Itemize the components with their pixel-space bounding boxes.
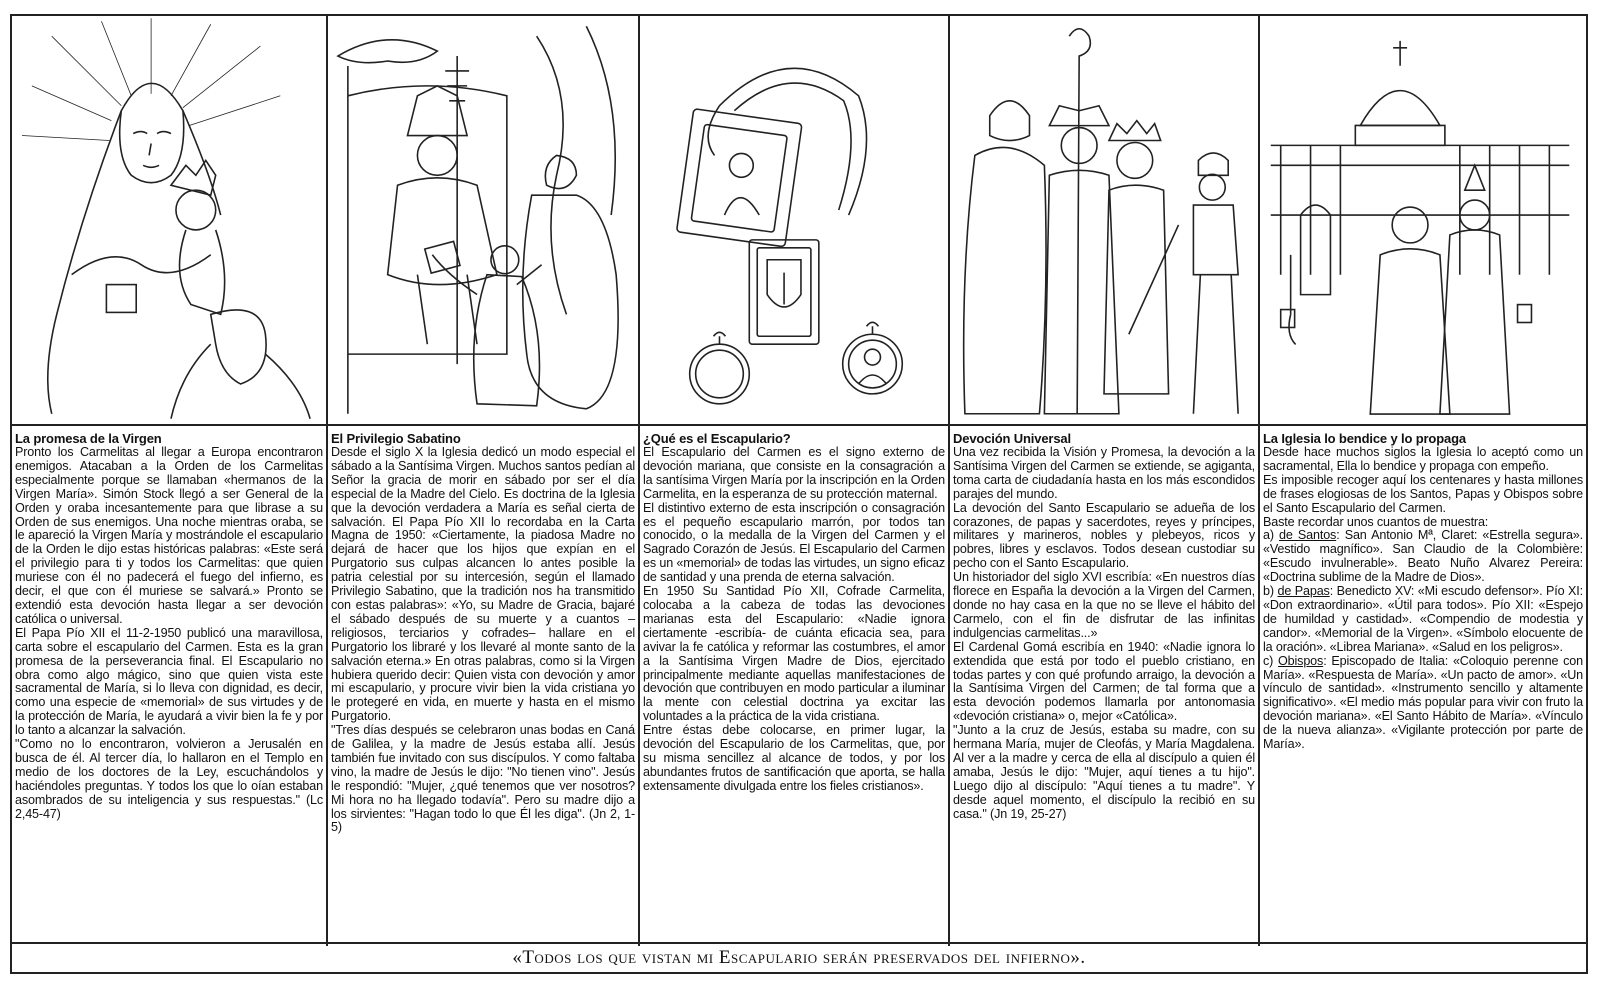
list-prefix: a) [1263,528,1280,543]
list-prefix: c) [1263,653,1279,668]
paragraph: "Como no lo encontraron, volvieron a Jerusalén en busca de él. Al tercer día, lo hallaron en el Templo en medio de los doctores de la Ley, escuchándolos y haciéndoles preguntas. Y todos los que lo oían estaban asombrados de su inteligencia y sus respuestas." (Lc 2,45-47) [15,737,323,821]
paragraph: Una vez recibida la Visión y Promesa, la devoción a la Santísima Virgen del Carmen se extiende, se agiganta, toma carta de ciudadanía hasta en los más escondidos parajes del mundo. [953,445,1255,501]
list-text: : Episcopado de Italia: «Coloquio perenne con María». «Respuesta de María». «Un pacto de amor». «Un vínculo de santidad». «Instrumento sencillo y altamente significativo». «El medio más popular para vivir con fruto la devoción mariana». «El Santo Hábito de María». «Vínculo de la nueva alianza». «Vigilante protección por parte de María». [1263,653,1583,752]
paragraph: El Papa Pío XII el 11-2-1950 publicó una maravillosa, carta sobre el escapulario del Carmen. Esta es la gran promesa de la perseverancia final. El Escapulario no obra como algo mágico, sino que quien vista este sacramental de María, si lo lleva con dignidad, es decir, como una especie de «memorial» de sus virtudes y de la protección de María, le ayudará a vivir bien la fe y por lo tanto a alcanzar la salvación. [15,625,323,738]
paragraph: El Cardenal Gomá escribía en 1940: «Nadie ignora lo extendida que está por todo el pueblo cristiano, en todas partes y con qué profundo arraigo, la devoción a la Santísima Virgen del Carmen; de tal forma que a esta devoción podemos llamarla por antonomasia «devoción cristiana» o, mejor «Católica». [953,639,1255,724]
list-label: Obispos [1278,653,1324,668]
section-title: La Iglesia lo bendice y lo propaga [1263,431,1466,446]
paragraph: "Junto a la cruz de Jesús, estaba su madre, con su hermana María, mujer de Cleofás, y María Magdalena. Al ver a la madre y cerca de ella al discípulo a quien él amaba, Jesús le dijo: "Mujer, aquí tienes a tu hijo". Luego dijo al discípulo: "Aquí tienes a tu madre". Y desde aquel momento, el discípulo la recibió en su casa." (Jn 19, 25-27) [953,723,1255,821]
list-text: : Benedicto XV: «Mi escudo defensor». Pío XI: «Don extraordinario». «Útil para todos». Pío XII: «Espejo de humildad y castidad». «Compendio de modestia y candor». «Memorial de la Virgen». «Símbolo elocuente de la oración». «Librea Mariana». «Salud en los peligros». [1263,584,1583,654]
list-label: de Santos [1279,528,1337,543]
list-label: de Papas [1277,584,1330,599]
column-text [953,432,1255,821]
paragraph: Desde el siglo X la Iglesia dedicó un modo especial el sábado a la Santísima Virgen. Muchos santos pedían al Señor la gracia de morir en sábado por ser el día especial de la Madre del Cielo. Es doctrina de la Iglesia que la devoción verdadera a María es señal cierta de salvación. El Papa Pío XII lo recordaba en la Carta Magna de 1950: «Ciertamente, la piadosa Madre no dejará de hacer que los hijos que expían en el Purgatorio sus culpas alcancen lo antes posible la patria celestial por su intercesión, según el llamado Privilegio Sabatino, que la tradición nos ha transmitido con estas palabras»: «Yo, su Madre de Gracia, bajaré el sábado después de su muerte y a cuantos –religiosos, terciarios y cofrades– hallare en el Purgatorio los libraré y los llevaré al monte santo de la salvación eterna.» En otras palabras, como si la Virgen hubiera querido decir: Quien vista con devoción y amor mi escapulario, y procure vivir bien la vida cristiana yo le protegeré en vida, en muerte y hasta en el mismo Purgatorio. [331,445,635,724]
paragraph: El distintivo externo de esta inscripción o consagración es el pequeño escapulario marrón, por todos tan conocido, o la medalla de la Virgen del Carmen y el Sagrado Corazón de Jesús. El Escapulario del Carmen es un «memorial» de todas las virtudes, un signo eficaz de santidad y una prenda de eterna salvación. [643,500,945,585]
paragraph: Desde hace muchos siglos la Iglesia lo aceptó como un sacramental, Ella lo bendice y propaga con empeño. [1263,445,1583,473]
paragraph: En 1950 Su Santidad Pío XII, Cofrade Carmelita, colocaba a la cabeza de todas las devociones marianas esta del Escapulario: «Nadie ignora ciertamente -escribía- de cuánta eficacia sea, para avivar la fe católica y reformar las costumbres, el amor a la Santísima Virgen Madre de Dios, ejercitado principalmente mediante aquellas manifestaciones de devoción que contribuyen en modo particular a iluminar la mente con celestial doctrina ya excitar las voluntades a la práctica de la vida cristiana. [643,584,945,724]
section-title: El Privilegio Sabatino [331,431,461,446]
paragraph: Pronto los Carmelitas al llegar a Europa encontraron enemigos. Atacaban a la Orden de los Carmelitas especialmente porque se llamaban «hermanos de la Virgen María». Simón Stock llegó a ser General de la Orden y oraba incesantemente para que librase a su Orden de sus enemigos. Una noche mientras oraba, se le apareció la Virgen María y mostrándole el escapulario de la Orden le dijo estas históricas palabras: «Este será el privilegio para ti y todos los Carmelitas: que quien muriese con él no padecerá el fuego del infierno, es decir, el que con él muriese se salvará.» Pronto se extendió esta devoción hasta llegar a ser devoción católica o universal. [15,445,323,626]
column-escapulario [640,16,950,946]
column-text [15,432,323,821]
column-devocion [950,16,1260,946]
column-promesa [12,16,328,946]
paragraph: Entre éstas debe colocarse, en primer lugar, la devoción del Escapulario de los Carmelitas, que, por su misma sencillez al alcance de todos, y por los abundantes frutos de santificación que aporta, se halla extensamente divulgada entre los fieles cristianos». [643,723,945,793]
paragraph: "Tres días después se celebraron unas bodas en Caná de Galilea, y la madre de Jesús estaba allí. Jesús también fue invitado con sus discípulos. Y como faltaba vino, la madre de Jesús le dijo: "No tienen vino". Jesús le respondió: "Mujer, ¿qué tenemos que ver nosotros? Mi hora no ha llegado todavía". Pero su madre dijo a los sirvientes: "Hagan todo lo que Él les diga". (Jn 2, 1-5) [331,723,635,835]
column-text [643,432,945,794]
illustration-pope-king-soldier [950,16,1258,426]
footer-quote: «Todos los que vistan mi Escapulario serán preservados del infierno». [12,942,1586,972]
paragraph: La devoción del Santo Escapulario se adueña de los corazones, de papas y sacerdotes, reyes y príncipes, militares y marineros, nobles y plebeyos, ricos y pobres, libres y esclavos. Todos desean custodiar su pecho con el Santo Escapulario. [953,500,1255,571]
columns [12,16,1586,946]
illustration-scapular-medals [640,16,948,426]
section-title: ¿Qué es el Escapulario? [643,431,791,446]
list-item [1263,655,1583,752]
list-item [1263,529,1583,585]
section-title: Devoción Universal [953,431,1071,446]
column-sabatino [328,16,640,946]
list-prefix: b) [1263,584,1278,599]
illustration-pope-throne [328,16,638,426]
illustration-basilica-blessing [1260,16,1586,426]
illustration-virgin-apparition [12,16,326,426]
list-text: : San Antonio Mª, Claret: «Estrella segura». «Vestido magnífico». San Claudio de la Colombière: «Escudo invulnerable». Beato Nuño Alvarez Pereira: «Doctrina sublime de la Madre de Dios». [1263,528,1583,585]
paragraph: Un historiador del siglo XVI escribía: «En nuestros días florece en España la devoción a la Virgen del Carmen, donde no hay casa en la que no se lleve el hábito del Carmelo, con el fin de disfrutar de las infinitas indulgencias carmelitas...» [953,570,1255,640]
paragraph: Baste recordar unos cuantos de muestra: [1263,514,1489,529]
paragraph: El Escapulario del Carmen es el signo externo de devoción mariana, que consiste en la consagración a la santísima Virgen María por la inscripción en la Orden Carmelita, en la esperanza de su protección maternal. [643,445,945,501]
page-sheet [10,14,1588,974]
section-title: La promesa de la Virgen [15,431,162,446]
column-text [331,432,635,835]
column-text [1263,432,1583,752]
column-iglesia [1260,16,1586,946]
list-item [1263,585,1583,655]
paragraph: Es imposible recoger aquí los centenares y hasta millones de frases elogiosas de los Santos, Papas y Obispos sobre el Santo Escapulario del Carmen. [1263,472,1583,515]
